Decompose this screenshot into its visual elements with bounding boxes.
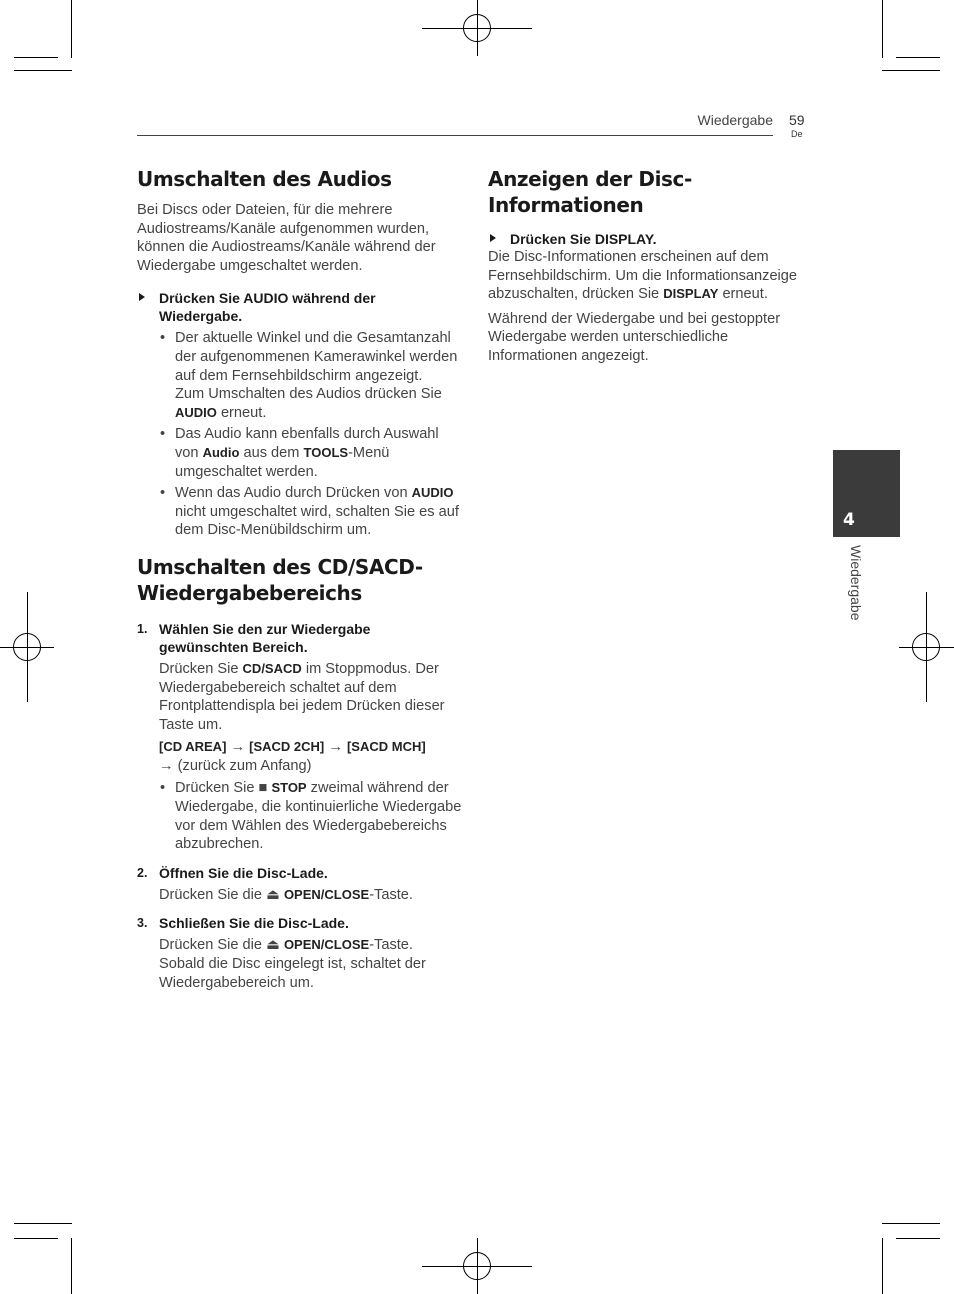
sacd-area-sequence: [CD AREA] → [SACD 2CH] → [SACD MCH] → (zurück zum Anfang) — [159, 739, 426, 774]
registration-line — [477, 1238, 478, 1294]
crop-mark — [896, 57, 940, 58]
crop-mark — [882, 1223, 940, 1224]
crop-mark — [71, 1238, 72, 1294]
crop-mark — [14, 57, 58, 58]
crop-mark — [14, 1223, 72, 1224]
section-title-disc-info: Anzeigen der Disc-Informationen — [488, 167, 692, 217]
bullet-icon: • — [160, 485, 166, 502]
chapter-label: Wiedergabe — [848, 545, 864, 621]
bullet-icon: • — [160, 426, 166, 443]
crop-mark — [882, 1238, 883, 1294]
section-title-sacd: Umschalten des CD/SACD-Wiedergabebereichs — [137, 554, 423, 605]
left-column — [137, 166, 462, 996]
crop-mark — [14, 1238, 58, 1239]
disc-info-note: Während der Wiedergabe und bei gestoppter Wiedergabe werden unterschiedliche Informationen angezeigt. — [488, 310, 781, 364]
audio-bullets — [137, 329, 462, 540]
bullet-icon: • — [160, 330, 166, 347]
audio-intro: Bei Discs oder Dateien, für die mehrere Audiostreams/Kanäle aufgenommen wurden, können die Audiostreams/Kanäle während der Wiedergabe umgeschaltet werden. — [137, 202, 436, 274]
triangle-marker-icon — [139, 293, 145, 301]
chapter-number: 4 — [843, 510, 855, 530]
registration-line — [27, 592, 28, 702]
sacd-step-2-text: Drücken Sie die ⏏ OPEN/CLOSE-Taste. — [159, 886, 413, 903]
list-item: • Wenn das Audio durch Drücken von AUDIO nicht umgeschaltet wird, schalten Sie es auf dem Disc-Menübildschirm um. — [160, 485, 459, 539]
crop-mark — [882, 0, 883, 58]
page-language: De — [791, 129, 803, 139]
sacd-step-3-text: Drücken Sie die ⏏ OPEN/CLOSE-Taste. Sobald die Disc eingelegt ist, schaltet der Wiedergabebereich um. — [159, 937, 426, 991]
sacd-bullets — [137, 779, 462, 853]
sacd-step-3: 3. Schließen Sie die Disc-Lade. — [137, 915, 349, 932]
eject-icon: ⏏ — [266, 937, 280, 954]
list-item: • Der aktuelle Winkel und die Gesamtanzahl der aufgenommenen Kamerawinkel werden auf dem Fernsehbildschirm angezeigt. Zum Umschalten des Audios drücken Sie AUDIO erneut. — [160, 330, 458, 421]
registration-line — [926, 592, 927, 702]
stop-icon: ■ — [258, 780, 268, 797]
crop-mark — [71, 0, 72, 58]
disc-info-text: Die Disc-Informationen erscheinen auf dem Fernsehbildschirm. Um die Informationsanzeige abzuschalten, drücken Sie DISPLAY erneut. — [488, 249, 798, 303]
list-item: • Das Audio kann ebenfalls durch Auswahl von Audio aus dem TOOLS-Menü umgeschaltet werden. — [160, 426, 439, 480]
crop-mark — [896, 1238, 940, 1239]
disc-info-step: Drücken Sie DISPLAY. — [488, 230, 803, 248]
triangle-marker-icon — [490, 234, 496, 242]
arrow-right-icon: → — [230, 739, 246, 756]
crop-mark — [882, 70, 940, 71]
sacd-step-2: 2. Öffnen Sie die Disc-Lade. — [137, 864, 328, 881]
header-rule — [137, 135, 773, 136]
arrow-right-icon: → — [328, 739, 343, 756]
arrow-right-icon: → — [159, 757, 174, 774]
list-item: • Drücken Sie ■ STOP zweimal während der Wiedergabe, die kontinuierliche Wiedergabe vor dem Wählen des Wiedergabebereichs abzubrechen. — [160, 780, 462, 853]
sacd-step-1: 1. Wählen Sie den zur Wiedergabe gewünschten Bereich. — [137, 620, 371, 655]
running-header-section: Wiedergabe — [697, 112, 773, 128]
crop-mark — [14, 70, 72, 71]
page-number: 59 — [789, 112, 805, 128]
eject-icon: ⏏ — [266, 886, 280, 903]
section-title-audio: Umschalten des Audios — [137, 167, 392, 191]
registration-line — [477, 0, 478, 56]
right-column — [488, 166, 803, 372]
audio-step: Drücken Sie AUDIO während der Wiedergabe. — [137, 289, 462, 325]
sacd-step-1-text: Drücken Sie CD/SACD im Stoppmodus. Der Wiedergabebereich schaltet auf dem Frontplattendispla bei jedem Drücken dieser Taste um. — [159, 660, 445, 733]
bullet-icon: • — [160, 780, 166, 797]
